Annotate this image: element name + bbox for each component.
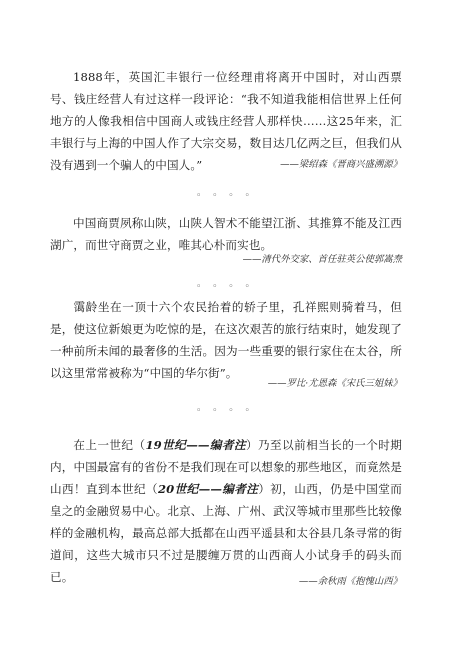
quote-paragraph-2 [50,212,402,256]
editor-note-1: 19世纪——编者注 [145,438,246,452]
attribution-2: ——清代外交家、首任驻英公使郭嵩焘 [242,254,402,265]
quote-paragraph-4 [50,434,402,588]
section-separator-3: ◦ ◦ ◦ ◦ [196,406,254,416]
attribution-1: ——梁绍森《晋商兴盛溯源》 [280,159,402,170]
editor-note-2: 20世纪——编者注 [157,482,259,496]
attribution-3: ——罗比·尤恩森《宋氏三姐妹》 [267,378,402,389]
section-separator-2: ◦ ◦ ◦ ◦ [196,282,254,292]
section-separator-1: ◦ ◦ ◦ ◦ [196,191,254,201]
quote-text-4b: ）乃至以前相当长的一个时期内，中国最富有的省份不是我们现在可以想象的那些地区，而竟然是山西！直到本世纪（ [50,438,402,496]
quote-text-4a: 在上一世纪（ [73,438,146,452]
quote-text-4c: ）初，山西，仍是中国堂而皇之的金融贸易中心。北京、上海、广州、武汉等城市里那些比较像样的金融机构，最高总部大抵都在山西平遥县和太谷县几条寻常的街道间，这些大城市只不过是腰缠万贯的山西商人小试身手的码头而已。 [50,482,402,584]
quote-text-1: 1888年，英国汇丰银行一位经理甫将离开中国时，对山西票号、钱庄经营人有过这样一段评论：“我不知道我能相信世界上任何地方的人像我相信中国商人或钱庄经营人那样快……这25年来，汇丰银行与上海的中国人作了大宗交易，数目达几亿两之巨，但我们从没有遇到一个骗人的中国人。” [50,70,402,172]
quote-paragraph-3 [50,296,402,384]
quote-text-3: 霭龄坐在一顶十六个农民抬着的轿子里，孔祥熙则骑着马，但是，使这位新娘更为吃惊的是，在这次艰苦的旅行结束时，她发现了一种前所未闻的最奢侈的生活。因为一些重要的银行家住在太谷，所以这里常常被称为“中国的华尔街”。 [50,300,402,380]
attribution-4: ——余秋雨《抱愧山西》 [298,576,402,587]
quote-text-2: 中国商贾夙称山陕，山陕人智术不能望江浙、其推算不能及江西湖广，而世守商贾之业，唯其心朴而实也。 [50,216,402,252]
